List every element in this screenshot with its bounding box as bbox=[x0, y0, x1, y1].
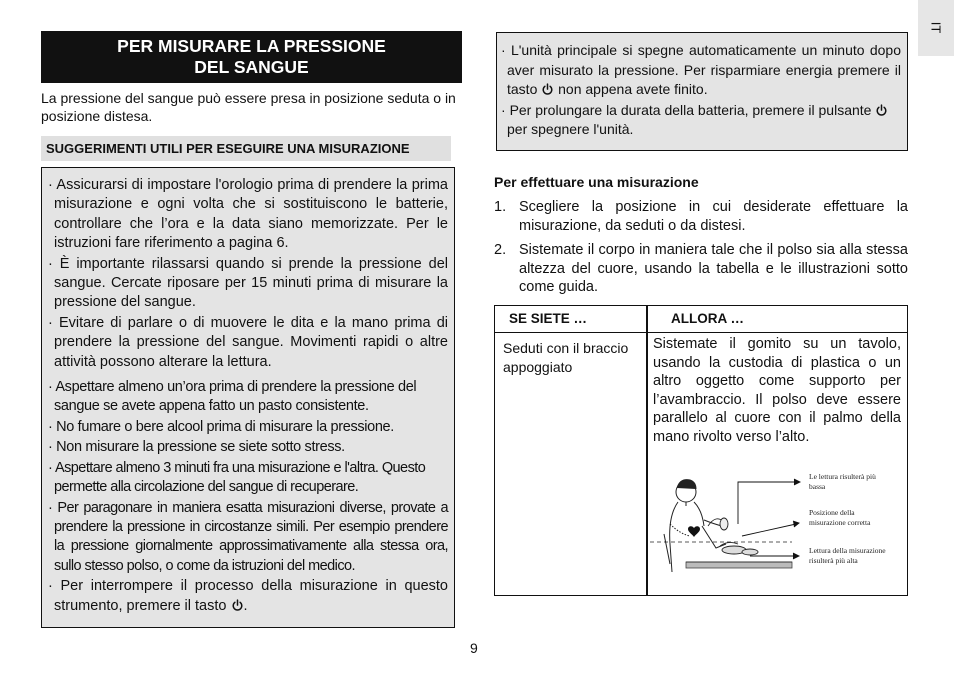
procedure-heading: Per effettuare una misurazione bbox=[494, 174, 699, 190]
tip-item: · No fumare o bere alcool prima di misurare la pressione. bbox=[48, 418, 394, 435]
label-low-reading: Le lettura risulterà più bbox=[809, 472, 876, 481]
posture-illustration bbox=[650, 464, 904, 592]
title-line-1: PER MISURARE LA PRESSIONE bbox=[117, 36, 386, 56]
page-number: 9 bbox=[470, 640, 478, 656]
position-table bbox=[494, 305, 908, 596]
title-line-2: DEL SANGUE bbox=[194, 57, 309, 77]
note-item: · Per prolungare la durata della batteria, premere il pulsante per spegnere l'unità. bbox=[501, 101, 901, 140]
step-number: 1. bbox=[494, 199, 507, 215]
tip-item: · Per paragonare in maniera esatta misurazioni diverse, provate a prendere la pressione in circostanze simili. Per esempio prendere la pressione giornalmente approssimativamente alla stessa ora, sullo stesso polso, o come da istruzioni del medico. bbox=[48, 499, 448, 574]
power-icon bbox=[875, 104, 888, 117]
step-text: Scegliere la posizione in cui desiderate effettuare la misurazione, da seduti o da distesi. bbox=[519, 199, 908, 234]
language-label: IT bbox=[928, 21, 944, 34]
tip-item: · Evitare di parlare o di muovere le dita e la mano prima di prendere la pressione del sangue. Movimenti rapidi o altre attività possono alterare la lettura. bbox=[48, 314, 449, 370]
procedure-step bbox=[494, 198, 908, 235]
page-title bbox=[41, 31, 462, 83]
tip-item: · Non misurare la pressione se siete sotto stress. bbox=[48, 439, 345, 456]
label-high-reading-2: risulterà più alta bbox=[809, 556, 858, 565]
table-cell-condition: Seduti con il braccio appoggiato bbox=[503, 340, 629, 375]
tip-item: · È importante rilassarsi quando si prende la pressione del sangue. Cercate riposare per 15 minuti prima di misurare la pressione del sangue. bbox=[48, 255, 448, 311]
tip-item: · Aspettare almeno 3 minuti fra una misurazione e l'altra. Questo permette alla circolazione del sangue di recuperare. bbox=[48, 459, 426, 496]
label-correct-position: Posizione della bbox=[809, 508, 855, 517]
power-icon bbox=[541, 83, 554, 96]
step-text: Sistemate il corpo in maniera tale che il polso sia alla stessa altezza del cuore, usando la tabella e le illustrazioni sotto come guida. bbox=[519, 242, 908, 295]
table-header-condition: SE SIETE … bbox=[509, 311, 588, 326]
note-item: · L'unità principale si spegne automaticamente un minuto dopo aver misurato la pressione. Per risparmiare energia premere il tasto non appena avete finito. bbox=[501, 42, 901, 98]
heart-icon bbox=[688, 526, 700, 537]
procedure-step bbox=[494, 241, 908, 297]
tips-box bbox=[41, 167, 455, 628]
language-tab bbox=[918, 0, 954, 56]
table-divider bbox=[646, 306, 648, 595]
tips-heading: SUGGERIMENTI UTILI PER ESEGUIRE UNA MISURAZIONE bbox=[41, 136, 451, 161]
step-number: 2. bbox=[494, 242, 507, 258]
power-icon bbox=[231, 599, 244, 612]
label-low-reading-2: bassa bbox=[809, 482, 826, 491]
table-cell-action: Sistemate il gomito su un tavolo, usando la custodia di plastica o un altro oggetto come supporto per l’avambraccio. Il polso deve essere parallelo al cuore con il palmo della mano rivolto verso l’alto. bbox=[653, 336, 901, 445]
intro-text: La pressione del sangue può essere presa in posizione seduta o in posizione distesa. bbox=[41, 90, 456, 124]
label-correct-position-2: misurazione corretta bbox=[809, 518, 871, 527]
table-header-action: ALLORA … bbox=[671, 311, 744, 326]
label-high-reading: Lettura della misurazione bbox=[809, 546, 886, 555]
notes-box bbox=[496, 32, 908, 151]
table-header-row bbox=[495, 306, 907, 333]
tip-item: · Per interrompere il processo della misurazione in questo strumento, premere il tasto . bbox=[48, 578, 448, 614]
tip-item: · Assicurarsi di impostare l'orologio prima di prendere la prima misurazione e ogni volta che si sostituiscono le batterie, controllare che l’ora e la data siano memorizzate. Per le istruzioni fare riferimento a pagina 6. bbox=[48, 177, 448, 252]
tip-item: · Aspettare almeno un’ora prima di prendere la pressione del sangue se avete appena fatto un pasto consistente. bbox=[48, 379, 417, 415]
